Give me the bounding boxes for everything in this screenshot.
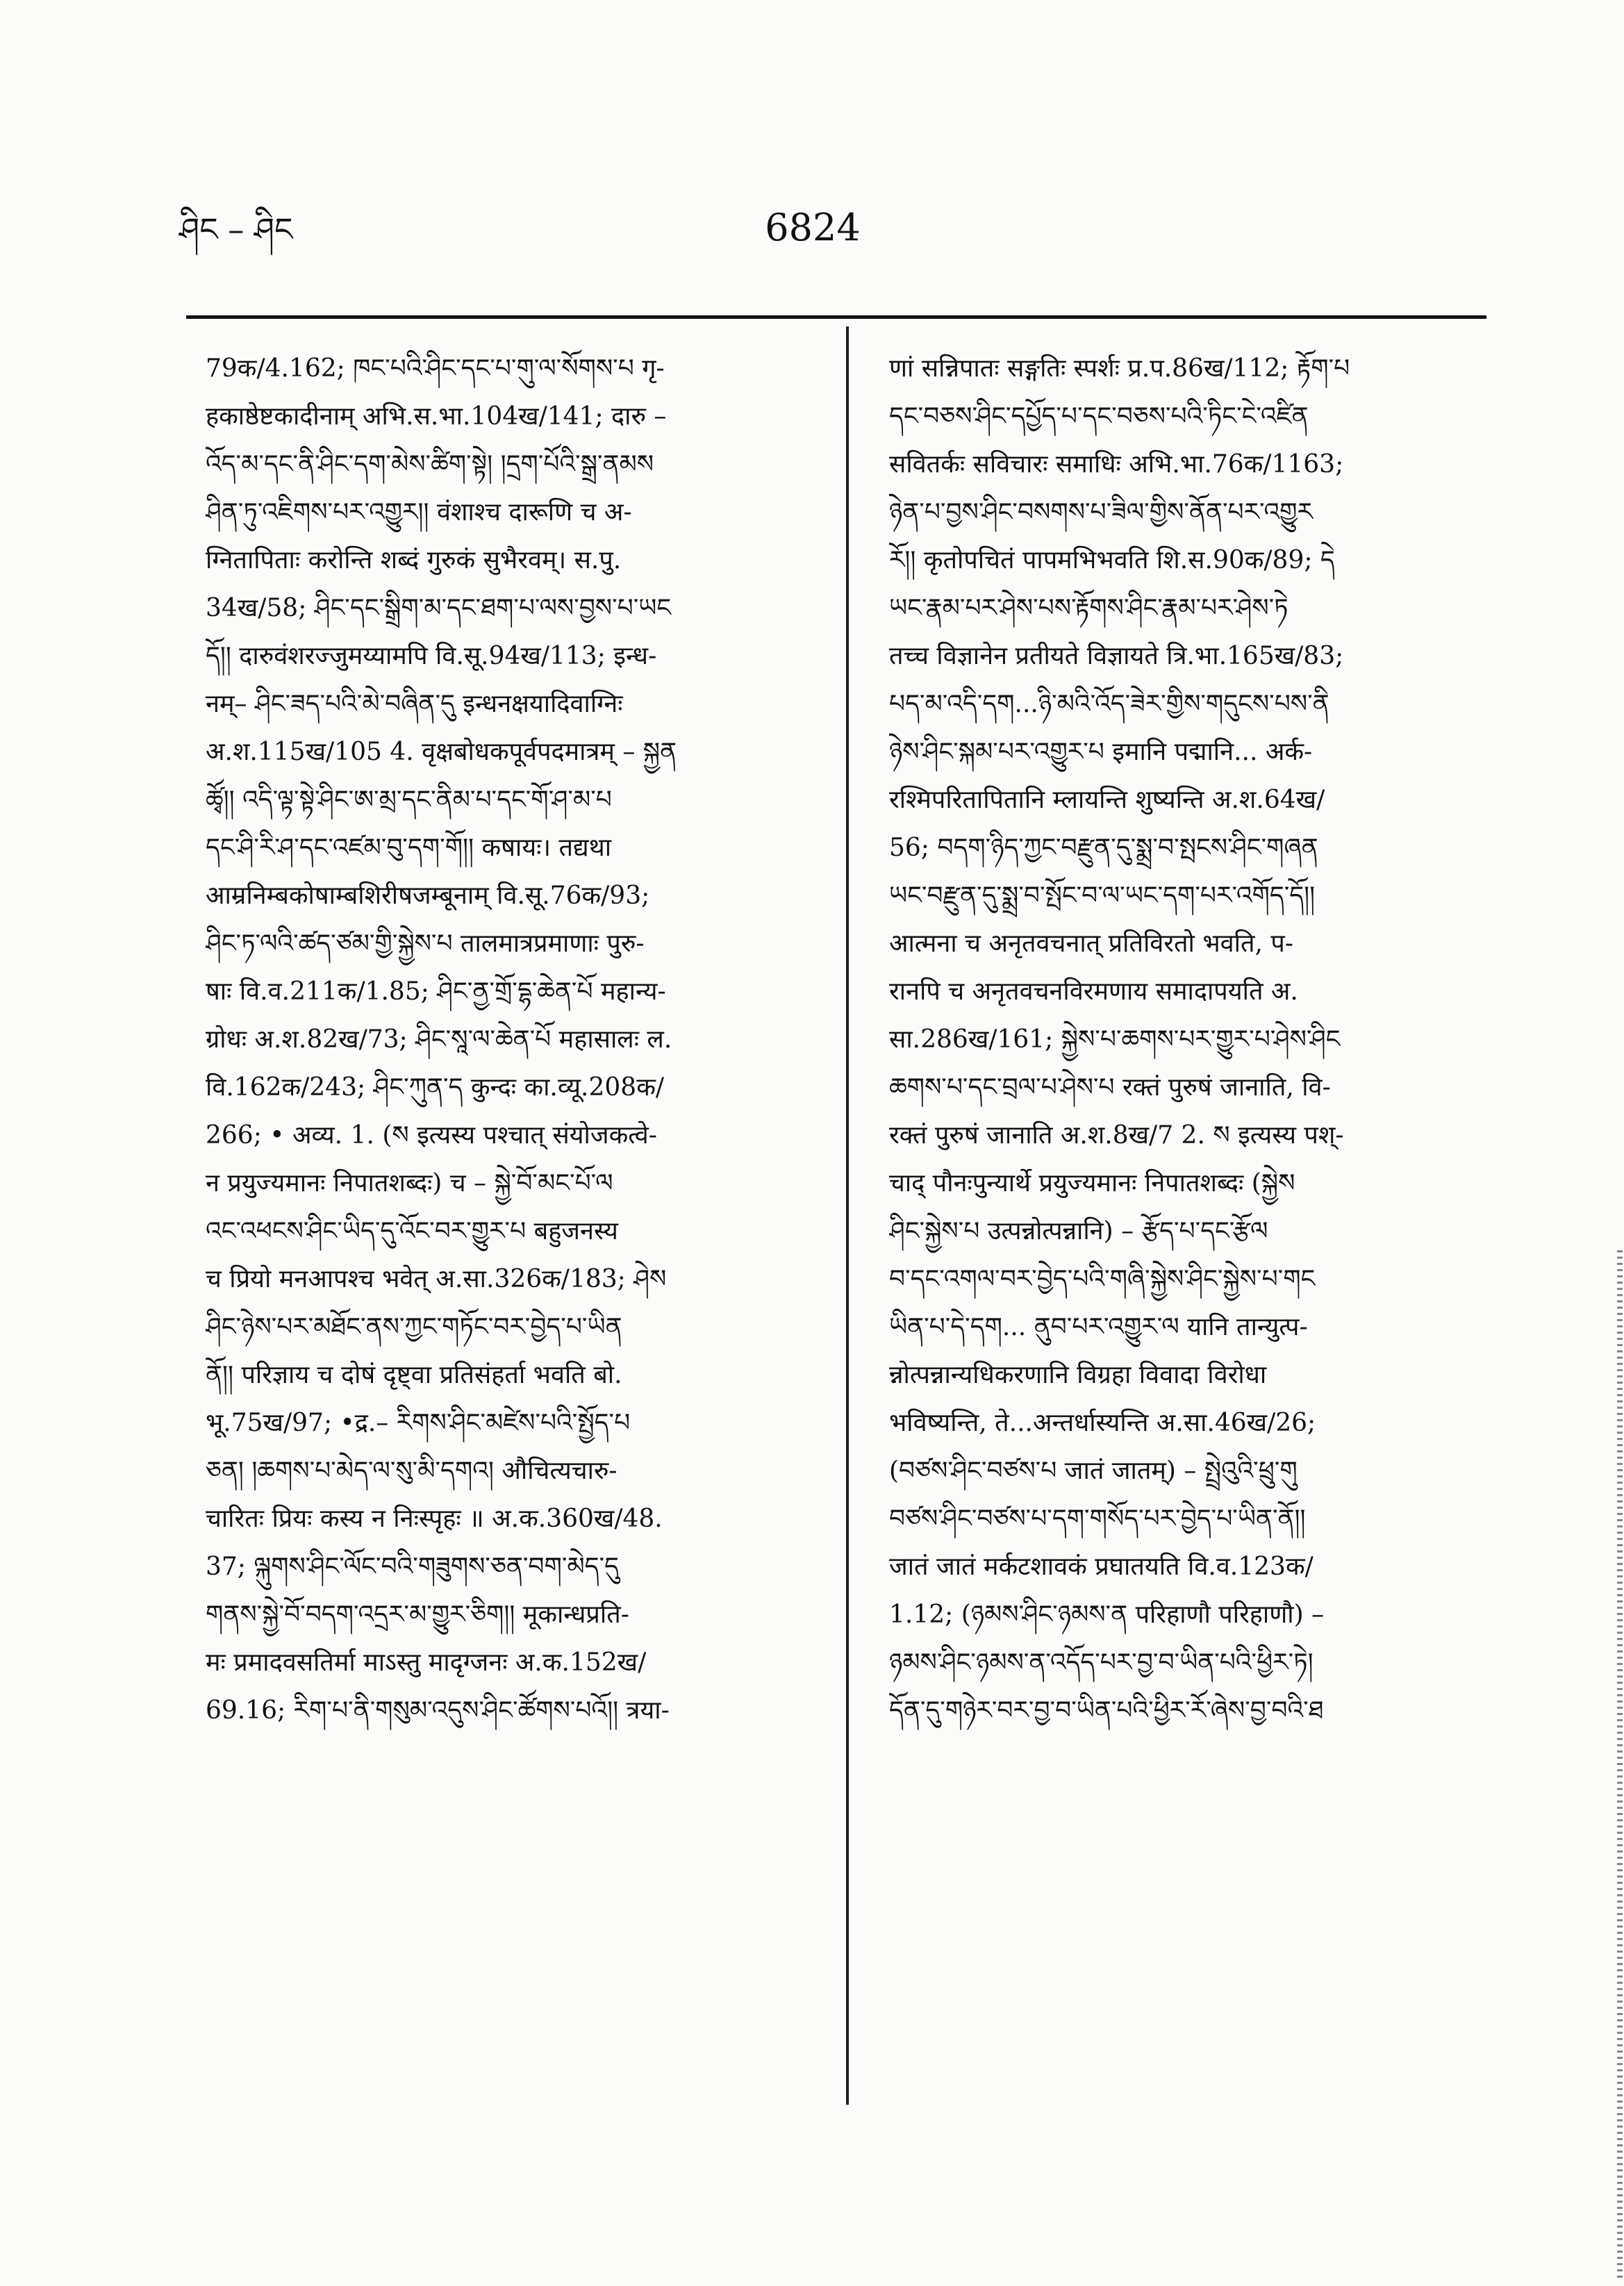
text-line: རོ།། कृतोपचितं पापमभिभवति शि.स.90क/89; དེ: [889, 546, 1335, 574]
text-line: चाद् पौनःपुन्यार्थे प्रयुज्यमानः निपातशब्दः (སྐྱེས: [889, 1169, 1295, 1198]
scan-edge-mark: [1617, 1250, 1623, 2278]
text-line: तच्च विज्ञानेन प्रतीयते विज्ञायते त्रि.भा.165ख/83;: [889, 642, 1344, 670]
text-line: གནས་སྐྱེ་བོ་བདག་འདྲར་མ་གྱུར་ཅིག།། मूकान्धप्रति-: [206, 1600, 629, 1629]
text-line: ཡིན་པ་དེ་དག... ནུབ་པར་འགྱུར་ལ यानि तान्युत्प-: [889, 1313, 1308, 1341]
text-line: 37; ལྐུགས་ཤིང་ལོང་བའི་གཟུགས་ཅན་བག་མེད་དུ: [206, 1552, 619, 1581]
text-line: ग्रोधः अ.श.82ख/73; ཤིང་སཱ་ལ་ཆེན་པོ महासालः ल.: [206, 1025, 672, 1054]
text-line: न प्रयुज्यमानः निपातशब्दः) च – སྐྱེ་བོ་མང་པོ་ལ: [206, 1169, 613, 1198]
text-line: པད་མ་འདི་དག...ཉི་མའི་འོད་ཟེར་གྱིས་གདུངས་པས་ནི: [889, 690, 1329, 718]
text-line: च प्रियो मनआपश्च भवेत् अ.सा.326क/183; ཤེས: [206, 1265, 667, 1293]
text-line: 266; • अव्य. 1. (ས इत्यस्य पश्चात् संयोजकत्वे-: [206, 1121, 657, 1150]
text-line: ཡང་རྣམ་པར་ཤེས་པས་རྟོགས་ཤིང་རྣམ་པར་ཤེས་ཏེ: [889, 594, 1289, 622]
text-line: रक्तं पुरुषं जानाति अ.श.8ख/7 2. ས इत्यस्य पश्-: [889, 1121, 1344, 1150]
text-line: जातं जातं मर्कटशावकं प्रघातयति वि.व.123क/: [889, 1552, 1314, 1581]
text-line: ཉེས་ཤིང་སྐམ་པར་འགྱུར་པ इमानि पद्मानि... अर्क-: [889, 738, 1313, 766]
text-line: བ་དང་འགལ་བར་བྱེད་པའི་གཞི་སྐྱེས་ཤིང་སྐྱེས་པ་གང: [889, 1265, 1316, 1293]
text-line: འོད་མ་དང་ནི་ཤིང་དག་མེས་ཚིག་སྟེ། །དྲག་པོའི་སྒྲ་ནམས: [206, 450, 654, 479]
text-line: ཤིན་ཏུ་འཇིགས་པར་འགྱུར།། वंशाश्च दारूणि च अ-: [206, 498, 632, 527]
header-rule: [186, 315, 1486, 319]
text-line: नम्– ཤིང་ཟད་པའི་མེ་བཞིན་དུ इन्धनक्षयादिवाग्निः: [206, 690, 623, 718]
text-line: आम्रनिम्बकोषाम्बशिरीषजम्बूनाम् वि.सू.76क/93;: [206, 881, 650, 910]
text-line: 56; བདག་ཉིད་ཀྱང་བརྫུན་དུ་སྨྲ་བ་སྤངས་ཤིང་གཞན: [889, 834, 1318, 862]
text-line: ནོ།། परिज्ञाय च दोषं दृष्ट्वा प्रतिसंहर्ता भवति बो.: [206, 1361, 622, 1389]
text-line: रानपि च अनृतवचनविरमणाय समादापयति अ.: [889, 977, 1298, 1006]
right-column: [889, 345, 1486, 1734]
text-line: ཤིང་ཉེས་པར་མཐོང་ནས་ཀྱང་གཏོང་བར་བྱེད་པ་ཡིན: [206, 1313, 622, 1341]
text-line: भविष्यन्ति, ते...अन्तर्धास्यन्ति अ.सा.46ख/26;: [889, 1409, 1316, 1437]
text-line: षाः वि.व.211क/1.85; ཤིང་ནྱ་གྲོ་དྷ་ཆེན་པོ महान्य-: [206, 977, 666, 1006]
text-line: ཤིང་ཏ་ལའི་ཚད་ཙམ་གྱི་སྐྱེས་པ तालमात्रप्रमाणाः पुरु-: [206, 929, 645, 958]
text-line: मः प्रमादवसतिर्मा माऽस्तु मादृग्जनः अ.क.152ख/: [206, 1648, 647, 1677]
text-line: དོན་དུ་གཉེར་བར་བྱ་བ་ཡིན་པའི་ཕྱིར་རོ་ཞེས་བྱ་བའི་ཐ: [889, 1696, 1324, 1725]
text-line: 69.16; རིག་པ་ནི་གསུམ་འདུས་ཤིང་ཚོགས་པའོ།། त्रया-: [206, 1696, 670, 1725]
text-line: (བཙས་ཤིང་བཙས་པ जातं जातम्) – སྤྲེའུའི་ཕྲུ་གུ: [889, 1457, 1298, 1485]
text-line: 1.12; (ཉམས་ཤིང་ཉམས་ན परिहाणौ परिहाणौ) –: [889, 1600, 1325, 1629]
left-column: [206, 345, 817, 1734]
text-line: ཚྭོ།། འདི་ལྟ་སྟེ་ཤིང་ཨ་མྲ་དང་ནིམ་པ་དང་གོ་ཤ་མ་པ: [206, 786, 612, 814]
text-line: དང་བཅས་ཤིང་དཔྱོད་པ་དང་བཅས་པའི་ཏིང་ངེ་འཛིན: [889, 402, 1309, 431]
text-line: आत्मना च अनृतवचनात् प्रतिविरतो भवति, प-: [889, 929, 1293, 958]
column-divider: [846, 326, 849, 2105]
text-line: དོ།། दारुवंशरज्जुमय्यामपि वि.सू.94ख/113; इन्ध-: [206, 642, 657, 670]
text-line: འང་འཕངས་ཤིང་ཡིད་དུ་འོང་བར་གྱུར་པ बहुजनस्य: [206, 1217, 618, 1245]
text-line: न्नोत्पन्नान्यधिकरणानि विग्रहा विवादा विरोधा: [889, 1361, 1267, 1389]
text-line: ཅན། །ཆགས་པ་མེད་ལ་སུ་མི་དགའ། औचित्यचारु-: [206, 1457, 618, 1485]
text-line: ཡང་བརྫུན་དུ་སྨྲ་བ་སྤོང་བ་ལ་ཡང་དག་པར་འགོད་དོ།།: [889, 881, 1316, 910]
text-line: 34ख/58; ཤིང་དང་སྒྲིག་མ་དང་ཐག་པ་ལས་བྱས་པ་ཡང: [206, 594, 672, 622]
running-head: ཤིང – ཤིང: [179, 210, 293, 248]
text-line: ཉེན་པ་བྱས་ཤིང་བསགས་པ་ཟིལ་གྱིས་ནོན་པར་འགྱུར: [889, 498, 1313, 527]
page-number: 6824: [765, 206, 861, 249]
text-line: ཆགས་པ་དང་བྲལ་པ་ཤེས་པ रक्तं पुरुषं जानाति, वि-: [889, 1073, 1331, 1102]
text-line: सा.286ख/161; སྐྱེས་པ་ཆགས་པར་གྱུར་པ་ཤེས་ཤིང: [889, 1025, 1341, 1054]
text-line: णां सन्निपातः सङ्गतिः स्पर्शः प्र.प.86ख/112; རྟོག་པ: [889, 354, 1350, 383]
text-line: 79क/4.162; ཁང་པའི་ཤིང་དང་པ་གུ་ལ་སོགས་པ गृ-: [206, 354, 665, 383]
text-line: हकाष्ठेष्टकादीनाम् अभि.स.भा.104ख/141; दारु –: [206, 402, 667, 431]
text-line: བཙས་ཤིང་བཙས་པ་དག་གསོད་པར་བྱེད་པ་ཡིན་ནོ།།: [889, 1505, 1306, 1533]
text-line: चारितः प्रियः कस्य न निःस्पृहः ॥ अ.क.360ख/48.: [206, 1505, 663, 1533]
text-line: ཉམས་ཤིང་ཉམས་ན་འདོད་པར་བྱ་བ་ཡིན་པའི་ཕྱིར་ཏེ།: [889, 1648, 1314, 1677]
text-line: सवितर्कः सविचारः समाधिः अभि.भा.76क/1163;: [889, 450, 1344, 479]
text-line: भू.75ख/97; •द्र.– རིགས་ཤིང་མཛེས་པའི་སྤྱོད་པ: [206, 1409, 631, 1437]
text-line: अ.श.115ख/105 4. वृक्षबोधकपूर्वपदमात्रम् – སྐྱན: [206, 738, 677, 766]
text-line: ཤིང་སྐྱེས་པ उत्पन्नोत्पन्नानि) – རྩོད་པ་དང་རྩོལ: [889, 1217, 1268, 1245]
text-line: वि.162क/243; ཤིང་ཀུན་ད कुन्दः का.व्यू.208क/: [206, 1073, 664, 1102]
text-line: ग्नितापिताः करोन्ति शब्दं गुरुकं सुभैरवम्। स.पु.: [206, 546, 622, 574]
text-line: དང་ཤི་རི་ཤ་དང་འཛམ་བུ་དག་གོ།། कषायः। तद्यथा: [206, 834, 612, 862]
text-line: रश्मिपरितापितानि म्लायन्ति शुष्यन्ति अ.श.64ख/: [889, 786, 1325, 814]
